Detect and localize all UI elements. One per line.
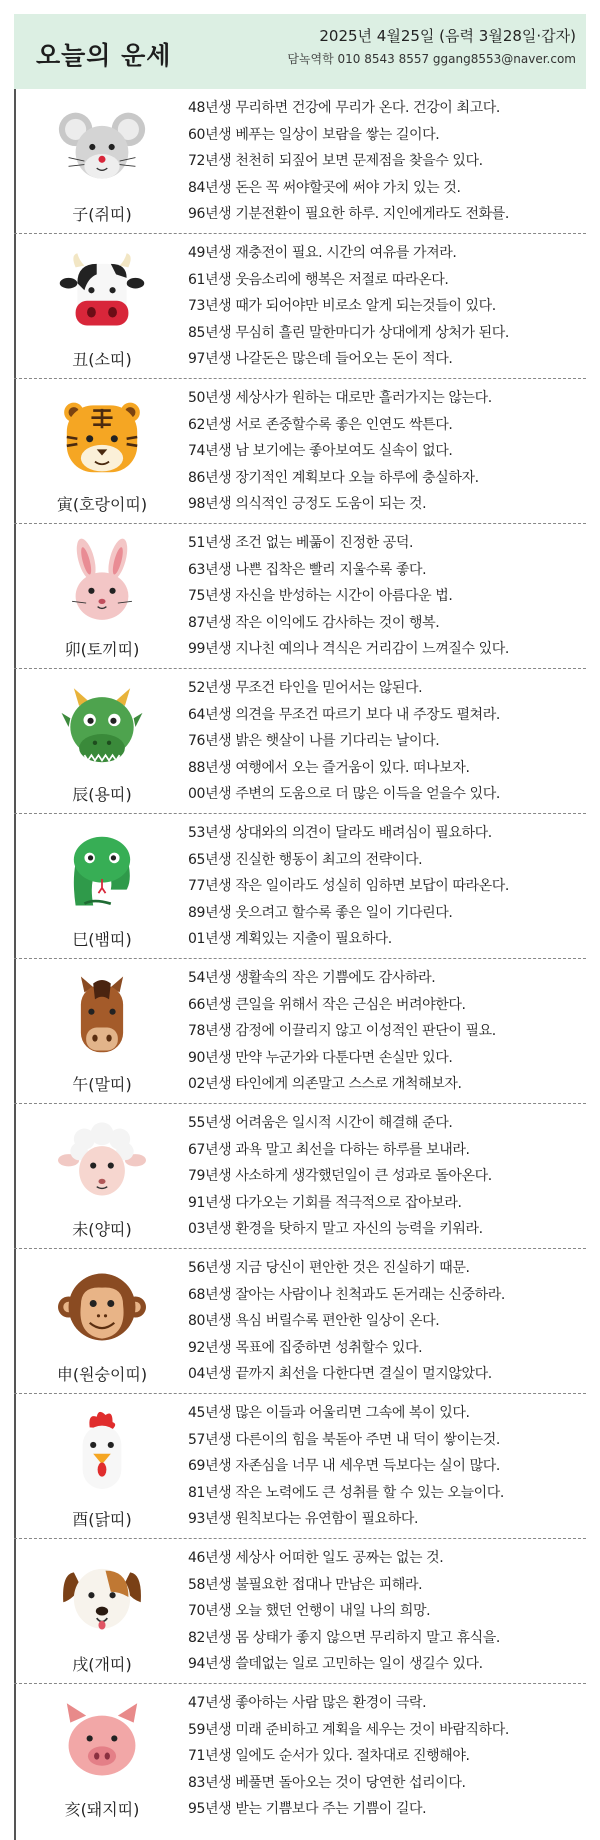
fortune-line: 89년생 웃으려고 할수록 좋은 일이 기다린다. — [188, 904, 453, 921]
animal-name: 巳(뱀띠) — [72, 930, 132, 949]
fortune-line: 96년생 기분전환이 필요한 하루. 지인에게라도 전화를. — [188, 206, 509, 223]
fortune-line: 69년생 자존심을 너무 내 세우면 득보다는 실이 많다. — [188, 1458, 500, 1475]
animal-sheep — [38, 1104, 166, 1248]
fortune-line: 74년생 남 보기에는 좋아보여도 실속이 없다. — [188, 443, 453, 460]
fortune-line: 47년생 좋아하는 사람 많은 환경이 극락. — [188, 1695, 427, 1711]
fortune-line: 86년생 장기적인 계획보다 오늘 하루에 충실하자. — [188, 469, 479, 486]
fortune-row-snake — [14, 814, 586, 959]
fortune-line: 57년생 다른이의 힘을 북돋아 주면 내 덕이 쌓이는것. — [188, 1431, 500, 1448]
animal-dog — [38, 1539, 166, 1683]
page-title: 오늘의 운세 — [36, 41, 172, 70]
dragon-icon — [58, 683, 146, 771]
fortune-line: 04년생 끝까지 최선을 다한다면 결실이 멀지않았다. — [188, 1366, 492, 1383]
header-contact: 담녹역학 010 8543 8557 ggang8553@naver.com — [287, 52, 576, 66]
fortune-lines — [188, 820, 582, 953]
animal-horse — [38, 959, 166, 1103]
animal-rat — [38, 89, 166, 233]
fortune-line: 91년생 다가오는 기회를 적극적으로 잡아보라. — [188, 1194, 462, 1211]
fortune-row-rooster — [14, 1394, 586, 1539]
fortune-lines — [188, 95, 582, 228]
fortune-lines — [188, 1400, 582, 1533]
fortune-line: 65년생 진실한 행동이 최고의 전략이다. — [188, 851, 423, 868]
tiger-icon — [58, 393, 146, 481]
animal-pig — [38, 1684, 166, 1828]
fortune-row-dragon — [14, 669, 586, 814]
fortune-line: 54년생 생활속의 작은 기쁨에도 감사하라. — [188, 970, 436, 986]
fortune-row-rabbit — [14, 524, 586, 669]
fortune-lines — [188, 240, 582, 373]
fortune-line: 97년생 나갈돈은 많은데 들어오는 돈이 적다. — [188, 351, 453, 368]
animal-name: 戌(개띠) — [72, 1655, 132, 1674]
fortune-line: 49년생 재충전이 필요. 시간의 여유를 가져라. — [188, 245, 457, 261]
snake-icon — [58, 828, 146, 916]
animal-name: 未(양띠) — [72, 1220, 132, 1239]
fortune-line: 72년생 천천히 되짚어 보면 문제점을 찾을수 있다. — [188, 153, 483, 170]
fortune-line: 98년생 의식적인 긍정도 도움이 되는 것. — [188, 496, 427, 513]
animal-name: 酉(닭띠) — [72, 1510, 132, 1529]
animal-name: 丑(소띠) — [72, 350, 132, 369]
monkey-icon — [58, 1263, 146, 1351]
fortune-line: 52년생 무조건 타인을 믿어서는 않된다. — [188, 680, 423, 696]
pig-icon — [58, 1698, 146, 1786]
animal-snake — [38, 814, 166, 958]
rabbit-icon — [58, 538, 146, 626]
fortune-row-rat — [14, 89, 586, 234]
fortune-row-tiger — [14, 379, 586, 524]
animal-name: 子(쥐띠) — [72, 205, 132, 224]
animal-name: 午(말띠) — [72, 1075, 132, 1094]
fortune-line: 80년생 욕심 버릴수록 편안한 일상이 온다. — [188, 1313, 440, 1330]
fortune-line: 62년생 서로 존중할수록 좋은 인연도 싹튼다. — [188, 416, 453, 433]
fortune-line: 66년생 큰일을 위해서 작은 근심은 버려야한다. — [188, 996, 466, 1013]
fortune-line: 81년생 작은 노력에도 큰 성취를 할 수 있는 오늘이다. — [188, 1484, 504, 1501]
fortune-line: 88년생 여행에서 오는 즐거움이 있다. 떠나보자. — [188, 759, 470, 776]
fortune-line: 60년생 베푸는 일상이 보람을 쌓는 길이다. — [188, 126, 440, 143]
rat-icon — [58, 103, 146, 191]
fortune-line: 68년생 잘아는 사람이나 친척과도 돈거래는 신중하라. — [188, 1286, 505, 1303]
fortune-line: 93년생 원칙보다는 유연함이 필요하다. — [188, 1511, 419, 1528]
dog-icon — [58, 1553, 146, 1641]
animal-rabbit — [38, 524, 166, 668]
fortune-line: 58년생 불필요한 접대나 만남은 피해라. — [188, 1576, 423, 1593]
fortune-row-horse — [14, 959, 586, 1104]
horse-icon — [58, 973, 146, 1061]
fortune-line: 78년생 감정에 이끌리지 않고 이성적인 판단이 필요. — [188, 1023, 496, 1040]
fortune-line: 02년생 타인에게 의존말고 스스로 개척해보자. — [188, 1076, 462, 1093]
fortune-lines — [188, 385, 582, 518]
fortune-line: 87년생 작은 이익에도 감사하는 것이 행복. — [188, 614, 440, 631]
header-date: 2025년 4월25일 (음력 3월28일·갑자) — [319, 27, 576, 45]
animal-name: 卯(토끼띠) — [64, 640, 140, 659]
fortune-lines — [188, 1255, 582, 1388]
fortune-line: 94년생 쓸데없는 일로 고민하는 일이 생길수 있다. — [188, 1656, 483, 1673]
fortune-line: 01년생 계획있는 지출이 필요하다. — [188, 931, 392, 948]
fortune-line: 03년생 환경을 탓하지 말고 자신의 능력을 키워라. — [188, 1221, 483, 1238]
fortune-line: 46년생 세상사 어떠한 일도 공짜는 없는 것. — [188, 1550, 444, 1566]
fortune-line: 48년생 무리하면 건강에 무리가 온다. 건강이 최고다. — [188, 100, 500, 116]
fortune-line: 55년생 어려움은 일시적 시간이 해결해 준다. — [188, 1115, 453, 1131]
fortune-row-ox — [14, 234, 586, 379]
fortune-line: 73년생 때가 되어야만 비로소 알게 되는것들이 있다. — [188, 298, 496, 315]
fortune-row-monkey — [14, 1249, 586, 1394]
fortune-lines — [188, 1545, 582, 1678]
fortune-line: 82년생 몸 상태가 좋지 않으면 무리하지 말고 휴식을. — [188, 1629, 500, 1646]
fortune-line: 75년생 자신을 반성하는 시간이 아름다운 법. — [188, 588, 453, 605]
fortune-list — [14, 89, 586, 1828]
fortune-line: 64년생 의견을 무조건 따르기 보다 내 주장도 펼쳐라. — [188, 706, 500, 723]
animal-name: 辰(용띠) — [72, 785, 132, 804]
animal-dragon — [38, 669, 166, 813]
sheep-icon — [58, 1118, 146, 1206]
fortune-line: 63년생 나쁜 집착은 빨리 지울수록 좋다. — [188, 561, 427, 578]
fortune-lines — [188, 1690, 582, 1823]
animal-ox — [38, 234, 166, 378]
fortune-line: 59년생 미래 준비하고 계획을 세우는 것이 바람직하다. — [188, 1721, 509, 1738]
rooster-icon — [58, 1408, 146, 1496]
fortune-line: 56년생 지금 당신이 편안한 것은 진실하기 때문. — [188, 1260, 470, 1276]
fortune-line: 79년생 사소하게 생각했던일이 큰 성과로 돌아온다. — [188, 1168, 492, 1185]
header-info — [287, 24, 576, 70]
animal-monkey — [38, 1249, 166, 1393]
fortune-line: 53년생 상대와의 의견이 달라도 배려심이 필요하다. — [188, 825, 492, 841]
fortune-line: 77년생 작은 일이라도 성실히 임하면 보답이 따라온다. — [188, 878, 509, 895]
fortune-line: 71년생 일에도 순서가 있다. 절차대로 진행해야. — [188, 1748, 470, 1765]
fortune-line: 92년생 목표에 집중하면 성취할수 있다. — [188, 1339, 423, 1356]
fortune-line: 61년생 웃음소리에 행복은 저절로 따라온다. — [188, 271, 449, 288]
animal-name: 亥(돼지띠) — [64, 1800, 140, 1819]
fortune-row-sheep — [14, 1104, 586, 1249]
fortune-line: 90년생 만약 누군가와 다툰다면 손실만 있다. — [188, 1049, 453, 1066]
fortune-line: 45년생 많은 이들과 어울리면 그속에 복이 있다. — [188, 1405, 470, 1421]
fortune-row-pig — [14, 1684, 586, 1828]
fortune-line: 76년생 밝은 햇살이 나를 기다리는 날이다. — [188, 733, 440, 750]
fortune-row-dog — [14, 1539, 586, 1684]
fortune-lines — [188, 965, 582, 1098]
fortune-line: 70년생 오늘 했던 언행이 내일 나의 희망. — [188, 1603, 431, 1620]
animal-name: 寅(호랑이띠) — [56, 495, 148, 514]
fortune-line: 99년생 지나친 예의나 격식은 거리감이 느껴질수 있다. — [188, 641, 509, 658]
fortune-line: 00년생 주변의 도움으로 더 많은 이득을 얻을수 있다. — [188, 786, 500, 803]
page-header — [14, 14, 586, 89]
fortune-lines — [188, 1110, 582, 1243]
fortune-lines — [188, 530, 582, 663]
fortune-line: 95년생 받는 기쁨보다 주는 기쁨이 길다. — [188, 1801, 427, 1818]
animal-rooster — [38, 1394, 166, 1538]
fortune-line: 84년생 돈은 꼭 써야할곳에 써야 가치 있는 것. — [188, 179, 461, 196]
fortune-line: 83년생 베풀면 돌아오는 것이 당연한 섭리이다. — [188, 1774, 466, 1791]
animal-tiger — [38, 379, 166, 523]
fortune-line: 50년생 세상사가 원하는 대로만 흘러가지는 않는다. — [188, 390, 492, 406]
fortune-line: 51년생 조건 없는 베풂이 진정한 공덕. — [188, 535, 414, 551]
animal-name: 申(원숭이띠) — [56, 1365, 148, 1384]
fortune-line: 67년생 과욕 말고 최선을 다하는 하루를 보내라. — [188, 1141, 470, 1158]
fortune-line: 85년생 무심히 흘린 말한마디가 상대에게 상처가 된다. — [188, 324, 509, 341]
fortune-lines — [188, 675, 582, 808]
ox-icon — [58, 248, 146, 336]
